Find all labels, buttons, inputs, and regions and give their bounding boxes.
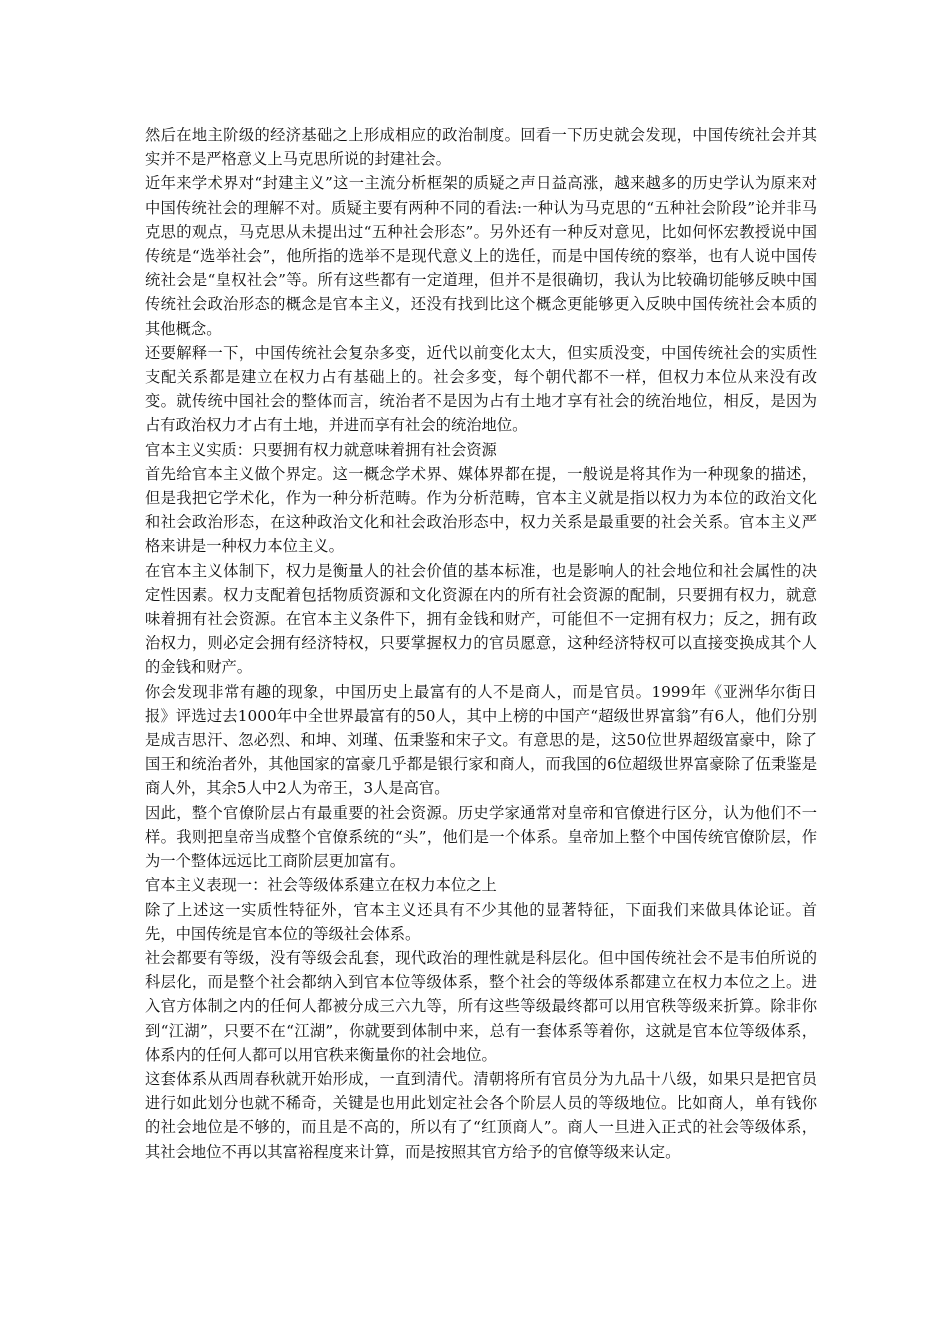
- paragraph: 你会发现非常有趣的现象，中国历史上最富有的人不是商人，而是官员。1999年《亚洲华尔街日报》评选过去1000年中全世界最富有的50人，其中上榜的中国产“超级世界富翁”有6人，他们分别是成吉思汗、忽必烈、和坤、刘瑾、伍秉鉴和宋子文。有意思的是，这50位世界超级富豪中，除了国王和统治者外，其他国家的富豪几乎都是银行家和商人，而我国的6位超级世界富豪除了伍秉鉴是商人外，其余5人中2人为帝王，3人是高官。: [145, 682, 817, 798]
- paragraph: 社会都要有等级，没有等级会乱套，现代政治的理性就是科层化。但中国传统社会不是韦伯所说的科层化，而是整个社会都纳入到官本位等级体系，整个社会的等级体系都建立在权力本位之上。进入官方体制之内的任何人都被分成三六九等，所有这些等级最终都可以用官秩等级来折算。除非你到“江湖”，只要不在“江湖”，你就要到体制中来，总有一套体系等着你，这就是官本位等级体系，体系内的任何人都可以用官秩来衡量你的社会地位。: [145, 948, 817, 1064]
- document-body: [145, 123, 817, 1164]
- paragraph: 然后在地主阶级的经济基础之上形成相应的政治制度。回看一下历史就会发现，中国传统社会并其实并不是严格意义上马克思所说的封建社会。: [145, 126, 817, 169]
- paragraph: 这套体系从西周春秋就开始形成，一直到清代。清朝将所有官员分为九品十八级，如果只是把官员进行如此划分也就不稀奇，关键是也用此划定社会各个阶层人员的等级地位。比如商人，单有钱你的社会地位是不够的，而且是不高的，所以有了“红顶商人”。商人一旦进入正式的社会等级体系，其社会地位不再以其富裕程度来计算，而是按照其官方给予的官僚等级来认定。: [145, 1069, 817, 1161]
- section-heading: 官本主义表现一：社会等级体系建立在权力本位之上: [145, 876, 497, 895]
- paragraph: 还要解释一下，中国传统社会复杂多变，近代以前变化太大，但实质没变，中国传统社会的实质性支配关系都是建立在权力占有基础上的。社会多变，每个朝代都不一样，但权力本位从来没有改变。就传统中国社会的整体而言，统治者不是因为占有土地才享有社会的统治地位，相反，是因为占有政治权力才占有土地，并进而享有社会的统治地位。: [145, 343, 817, 435]
- paragraph: 在官本主义体制下，权力是衡量人的社会价值的基本标准，也是影响人的社会地位和社会属性的决定性因素。权力支配着包括物质资源和文化资源在内的所有社会资源的配制，只要拥有权力，就意味着拥有社会资源。在官本主义条件下，拥有金钱和财产，可能但不一定拥有权力；反之，拥有政治权力，则必定会拥有经济特权，只要掌握权力的官员愿意，这种经济特权可以直接变换成其个人的金钱和财产。: [145, 561, 817, 677]
- paragraph: 近年来学术界对“封建主义”这一主流分析框架的质疑之声日益高涨，越来越多的历史学认为原来对中国传统社会的理解不对。质疑主要有两种不同的看法:一种认为马克思的“五种社会阶段”论并非马克思的观点，马克思从未提出过“五种社会形态”。另外还有一种反对意见，比如何怀宏教授说中国传统是“选举社会”，他所指的选举不是现代意义上的选任，而是中国传统的察举，也有人说中国传统社会是“皇权社会”等。所有这些都有一定道理，但并不是很确切，我认为比较确切能够反映中国传统社会政治形态的概念是官本主义，还没有找到比这个概念更能够更入反映中国传统社会本质的其他概念。: [145, 174, 817, 338]
- paragraph: 首先给官本主义做个界定。这一概念学术界、媒体界都在提，一般说是将其作为一种现象的描述，但是我把它学术化，作为一种分析范畴。作为分析范畴，官本主义就是指以权力为本位的政治文化和社会政治形态，在这种政治文化和社会政治形态中，权力关系是最重要的社会关系。官本主义严格来讲是一种权力本位主义。: [145, 464, 817, 556]
- section-heading: 官本主义实质：只要拥有权力就意味着拥有社会资源: [145, 440, 497, 459]
- paragraph: 因此，整个官僚阶层占有最重要的社会资源。历史学家通常对皇帝和官僚进行区分，认为他们不一样。我则把皇帝当成整个官僚系统的“头”，他们是一个体系。皇帝加上整个中国传统官僚阶层，作为一个整体远远比工商阶层更加富有。: [145, 803, 817, 871]
- paragraph: 除了上述这一实质性特征外，官本主义还具有不少其他的显著特征，下面我们来做具体论证。首先，中国传统是官本位的等级社会体系。: [145, 900, 817, 943]
